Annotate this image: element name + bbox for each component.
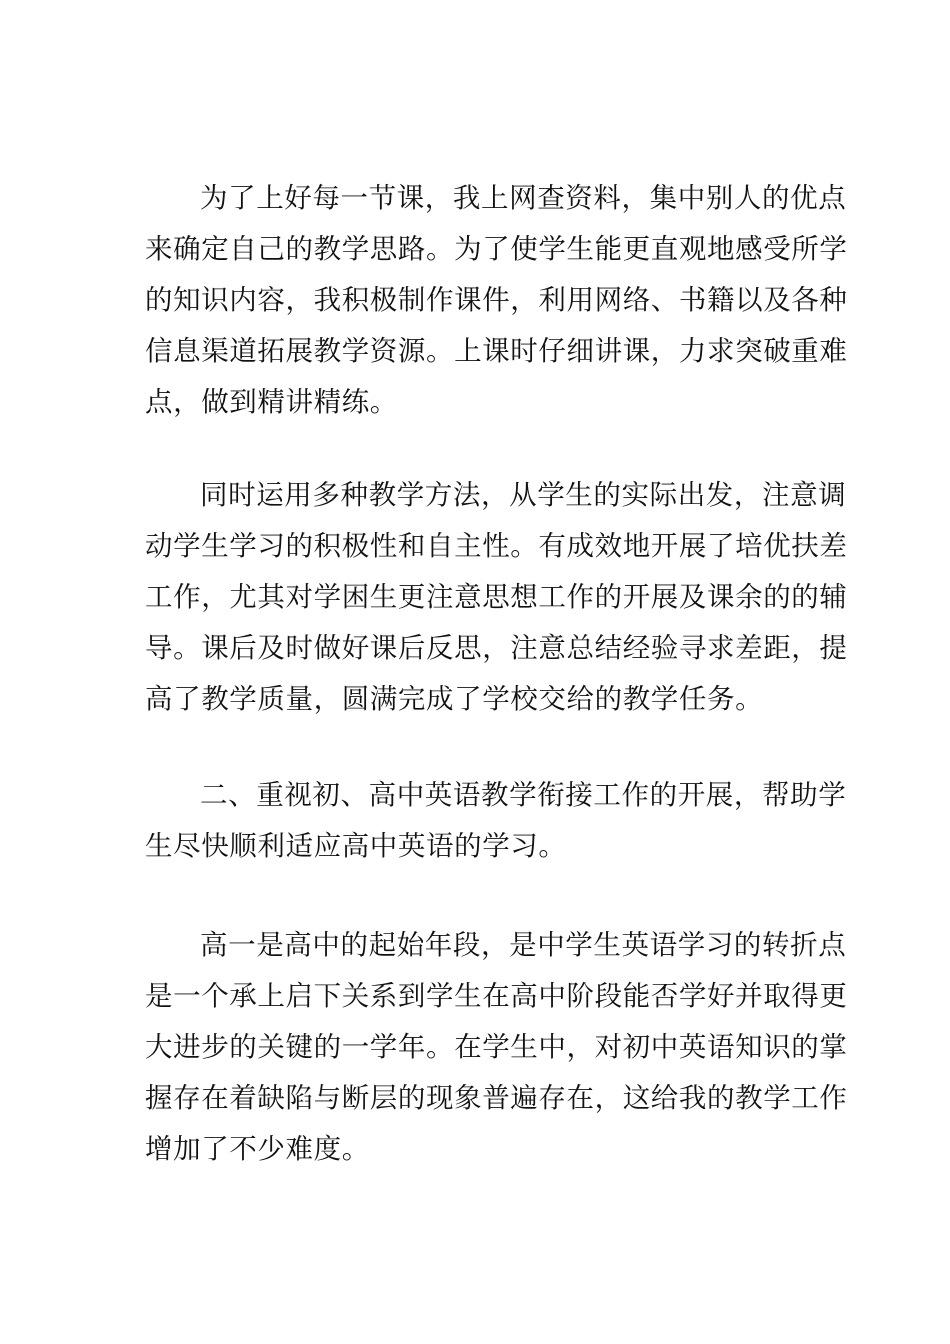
paragraph-1 [145,173,848,428]
paragraph-line: 高了教学质量，圆满完成了学校交给的教学任务。 [145,683,764,715]
paragraph-line: 工作，尤其对学困生更注意思想工作的开展及课余的的辅 [145,581,848,613]
paragraph-line: 点，做到精讲精练。 [145,386,398,418]
paragraph-line: 是一个承上启下关系到学生在高中阶段能否学好并取得更 [145,980,848,1012]
paragraph-line: 的知识内容，我积极制作课件，利用网络、书籍以及各种 [145,284,848,316]
paragraph-line: 来确定自己的教学思路。为了使学生能更直观地感受所学 [145,233,848,265]
paragraph-line: 二、重视初、高中英语教学衔接工作的开展，帮助学 [200,779,847,811]
paragraph-4 [145,920,848,1175]
paragraph-line: 握存在着缺陷与断层的现象普遍存在，这给我的教学工作 [145,1082,848,1114]
paragraph-line: 大进步的关键的一学年。在学生中，对初中英语知识的掌 [145,1031,848,1063]
paragraph-line: 动学生学习的积极性和自主性。有成效地开展了培优扶差 [145,530,848,562]
paragraph-line: 为了上好每一节课，我上网查资料，集中别人的优点 [200,182,847,214]
paragraph-line: 高一是高中的起始年段，是中学生英语学习的转折点 [200,929,847,961]
paragraph-2 [145,470,848,725]
paragraph-line: 导。课后及时做好课后反思，注意总结经验寻求差距，提 [145,632,848,664]
paragraph-line: 信息渠道拓展教学资源。上课时仔细讲课，力求突破重难 [145,335,848,367]
paragraph-3 [145,770,847,872]
paragraph-line: 增加了不少难度。 [145,1133,370,1165]
paragraph-line: 同时运用多种教学方法，从学生的实际出发，注意调 [200,479,847,511]
paragraph-line: 生尽快顺利适应高中英语的学习。 [145,830,567,862]
